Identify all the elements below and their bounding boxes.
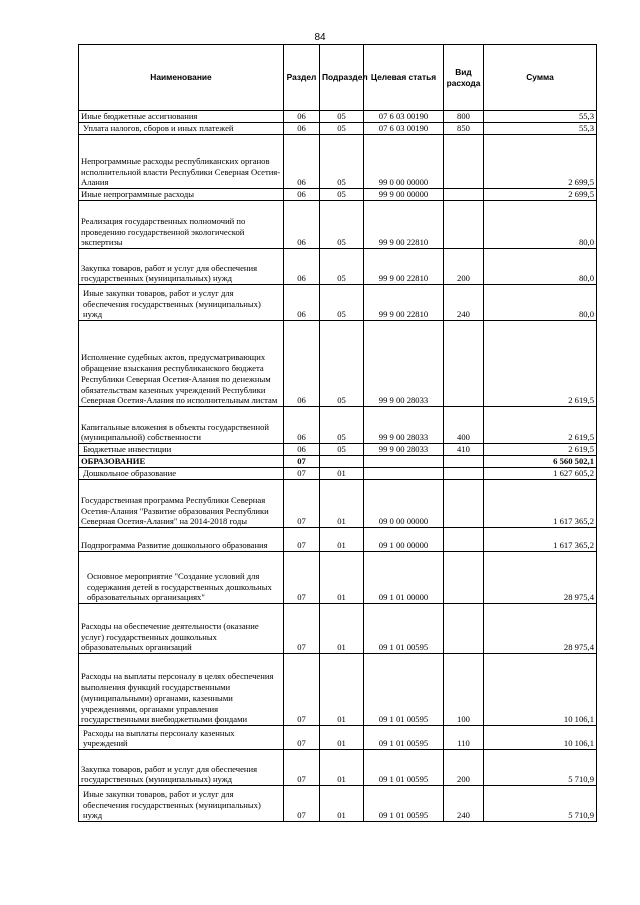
row-name: Расходы на выплаты персоналу в целях обеспечения выполнения функций государственными (муниципальными) органами, казенными учреждениями, органами управления государственными внебюджетными фондами (79, 654, 284, 726)
row-name: Уплата налогов, сборов и иных платежей (79, 123, 284, 135)
row-subsection: 05 (320, 321, 364, 407)
row-type: 240 (444, 786, 484, 822)
row-target: 09 1 01 00595 (364, 786, 444, 822)
row-sum: 28 975,4 (484, 604, 597, 654)
row-target (364, 468, 444, 480)
row-subsection: 01 (320, 786, 364, 822)
header-sum: Сумма (484, 45, 597, 111)
table-row (79, 456, 597, 468)
table-row (79, 111, 597, 123)
row-section: 06 (284, 321, 320, 407)
table-row (79, 135, 597, 189)
row-sum: 80,0 (484, 285, 597, 321)
row-name: Государственная программа Республики Северная Осетия-Алания "Развитие образования Республики Северная Осетия-Алания" на 2014-2018 годы (79, 480, 284, 528)
row-target: 99 9 00 22810 (364, 201, 444, 249)
row-subsection: 05 (320, 201, 364, 249)
row-type: 240 (444, 285, 484, 321)
row-subsection: 05 (320, 444, 364, 456)
row-subsection: 01 (320, 726, 364, 750)
row-target: 99 9 00 22810 (364, 249, 444, 285)
row-name: Дошкольное образование (79, 468, 284, 480)
row-target: 99 9 00 22810 (364, 285, 444, 321)
row-name: Исполнение судебных актов, предусматривающих обращение взыскания республиканского бюджета Республики Северная Осетия-Алания по денежным обязательствам казенных учреждений Республики Северная Осетия-Алания по исполнительным листам (79, 321, 284, 407)
row-sum: 5 710,9 (484, 750, 597, 786)
table-row (79, 552, 597, 604)
row-name: Бюджетные инвестиции (79, 444, 284, 456)
row-sum: 55,3 (484, 111, 597, 123)
row-section: 06 (284, 135, 320, 189)
row-name: Иные закупки товаров, работ и услуг для обеспечения государственных (муниципальных) нужд (79, 285, 284, 321)
row-section: 07 (284, 750, 320, 786)
header-type: Вид расхода (444, 45, 484, 111)
row-sum: 1 617 365,2 (484, 480, 597, 528)
row-type (444, 201, 484, 249)
row-target: 99 9 00 28033 (364, 407, 444, 444)
header-section: Раздел (284, 45, 320, 111)
row-target: 09 1 01 00000 (364, 552, 444, 604)
table-row (79, 201, 597, 249)
row-section: 06 (284, 111, 320, 123)
table-row (79, 726, 597, 750)
row-name: Основное мероприятие "Создание условий для содержания детей в государственных дошкольных образовательных организациях" (79, 552, 284, 604)
row-name: Непрограммные расходы республиканских органов исполнительной власти Республики Северная Осетия-Алания (79, 135, 284, 189)
table-row (79, 528, 597, 552)
row-type: 200 (444, 249, 484, 285)
row-section: 07 (284, 654, 320, 726)
row-sum: 2 619,5 (484, 407, 597, 444)
row-type (444, 480, 484, 528)
row-sum: 1 627 605,2 (484, 468, 597, 480)
row-section: 07 (284, 480, 320, 528)
row-sum: 2 619,5 (484, 321, 597, 407)
table-row (79, 750, 597, 786)
row-section: 06 (284, 407, 320, 444)
row-name: ОБРАЗОВАНИЕ (79, 456, 284, 468)
row-type: 110 (444, 726, 484, 750)
table-row (79, 786, 597, 822)
row-subsection (320, 456, 364, 468)
row-target: 09 1 00 00000 (364, 528, 444, 552)
row-target: 99 0 00 00000 (364, 135, 444, 189)
row-name: Иные непрограммные расходы (79, 189, 284, 201)
row-sum: 28 975,4 (484, 552, 597, 604)
row-name: Подпрограмма Развитие дошкольного образования (79, 528, 284, 552)
row-name: Закупка товаров, работ и услуг для обеспечения государственных (муниципальных) нужд (79, 249, 284, 285)
row-type (444, 468, 484, 480)
row-name: Закупка товаров, работ и услуг для обеспечения государственных (муниципальных) нужд (79, 750, 284, 786)
row-sum: 10 106,1 (484, 726, 597, 750)
table-row (79, 468, 597, 480)
table-row (79, 604, 597, 654)
row-section: 07 (284, 552, 320, 604)
row-sum: 6 560 502,1 (484, 456, 597, 468)
row-subsection: 01 (320, 468, 364, 480)
table-row (79, 444, 597, 456)
row-type: 410 (444, 444, 484, 456)
row-type (444, 528, 484, 552)
row-type: 800 (444, 111, 484, 123)
row-section: 07 (284, 456, 320, 468)
header-subsection: Подраздел (320, 45, 364, 111)
table-header-row (79, 45, 597, 111)
row-type: 100 (444, 654, 484, 726)
row-name: Расходы на обеспечение деятельности (оказание услуг) государственных дошкольных образовательных организаций (79, 604, 284, 654)
row-target: 07 6 03 00190 (364, 111, 444, 123)
row-subsection: 05 (320, 111, 364, 123)
table-row (79, 285, 597, 321)
row-target: 99 9 00 28033 (364, 321, 444, 407)
row-type (444, 321, 484, 407)
budget-table (78, 44, 597, 822)
header-target: Целевая статья (364, 45, 444, 111)
row-section: 06 (284, 201, 320, 249)
row-section: 07 (284, 786, 320, 822)
row-subsection: 01 (320, 654, 364, 726)
row-subsection: 05 (320, 285, 364, 321)
row-type (444, 456, 484, 468)
row-section: 06 (284, 444, 320, 456)
row-sum: 2 699,5 (484, 135, 597, 189)
table-row (79, 189, 597, 201)
row-section: 07 (284, 528, 320, 552)
row-subsection: 05 (320, 135, 364, 189)
row-target: 09 1 01 00595 (364, 604, 444, 654)
row-type (444, 552, 484, 604)
row-subsection: 05 (320, 249, 364, 285)
row-sum: 2 619,5 (484, 444, 597, 456)
row-section: 06 (284, 123, 320, 135)
row-subsection: 01 (320, 480, 364, 528)
row-section: 07 (284, 468, 320, 480)
row-type: 400 (444, 407, 484, 444)
row-section: 06 (284, 249, 320, 285)
table-row (79, 123, 597, 135)
row-sum: 5 710,9 (484, 786, 597, 822)
row-target (364, 456, 444, 468)
row-subsection: 05 (320, 407, 364, 444)
row-section: 06 (284, 285, 320, 321)
row-type: 200 (444, 750, 484, 786)
row-subsection: 05 (320, 123, 364, 135)
row-target: 09 1 01 00595 (364, 654, 444, 726)
table-row (79, 480, 597, 528)
row-target: 99 9 00 28033 (364, 444, 444, 456)
row-sum: 55,3 (484, 123, 597, 135)
row-type: 850 (444, 123, 484, 135)
row-subsection: 01 (320, 552, 364, 604)
table-row (79, 407, 597, 444)
table-row (79, 321, 597, 407)
row-type (444, 189, 484, 201)
row-name: Капитальные вложения в объекты государственной (муниципальной) собственности (79, 407, 284, 444)
row-sum: 1 617 365,2 (484, 528, 597, 552)
row-section: 06 (284, 189, 320, 201)
row-name: Иные закупки товаров, работ и услуг для обеспечения государственных (муниципальных) нужд (79, 786, 284, 822)
row-sum: 10 106,1 (484, 654, 597, 726)
header-name: Наименование (79, 45, 284, 111)
row-name: Реализация государственных полномочий по проведению государственной экологической экспертизы (79, 201, 284, 249)
row-target: 09 1 01 00595 (364, 750, 444, 786)
row-section: 07 (284, 604, 320, 654)
row-target: 07 6 03 00190 (364, 123, 444, 135)
row-subsection: 01 (320, 750, 364, 786)
row-name: Расходы на выплаты персоналу казенных учреждений (79, 726, 284, 750)
row-sum: 80,0 (484, 249, 597, 285)
row-target: 99 9 00 00000 (364, 189, 444, 201)
row-name: Иные бюджетные ассигнования (79, 111, 284, 123)
row-sum: 80,0 (484, 201, 597, 249)
row-subsection: 01 (320, 604, 364, 654)
row-subsection: 01 (320, 528, 364, 552)
row-subsection: 05 (320, 189, 364, 201)
row-sum: 2 699,5 (484, 189, 597, 201)
table-row (79, 249, 597, 285)
page-number: 84 (314, 32, 326, 43)
row-section: 07 (284, 726, 320, 750)
table-row (79, 654, 597, 726)
row-type (444, 604, 484, 654)
row-type (444, 135, 484, 189)
row-target: 09 0 00 00000 (364, 480, 444, 528)
row-target: 09 1 01 00595 (364, 726, 444, 750)
